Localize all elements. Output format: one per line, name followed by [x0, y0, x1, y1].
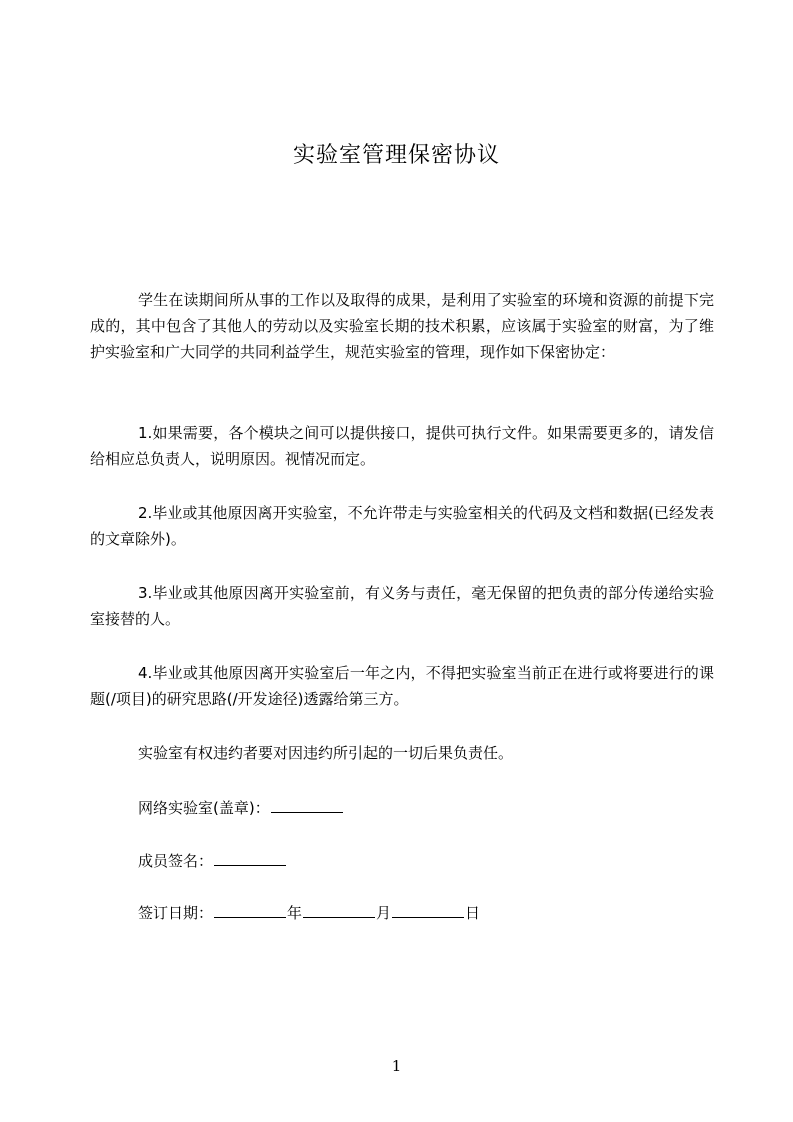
year-label: 年 [287, 904, 303, 922]
year-blank[interactable] [214, 903, 286, 918]
stamp-blank[interactable] [271, 798, 343, 813]
clause-3: 3.毕业或其他原因离开实验室前，有义务与责任，毫无保留的把负责的部分传递给实验室接替的人。 [90, 584, 714, 628]
intro-paragraph: 学生在读期间所从事的工作以及取得的成果，是利用了实验室的环境和资源的前提下完成的，其中包含了其他人的劳动以及实验室长期的技术积累，应该属于实验室的财富，为了维护实验室和广大同学的共同利益学生，规范实验室的管理，现作如下保密协定： [90, 291, 714, 361]
clause-2: 2.毕业或其他原因离开实验室，不允许带走与实验室相关的代码及文档和数据(已经发表的文章除外)。 [90, 504, 714, 548]
day-blank[interactable] [392, 903, 464, 918]
signature-label: 成员签名： [138, 852, 214, 870]
signature-blank[interactable] [214, 851, 286, 866]
stamp-label: 网络实验室(盖章)： [138, 799, 270, 817]
document-title: 实验室管理保密协议 [292, 143, 500, 168]
month-label: 月 [376, 904, 392, 922]
page-number: 1 [391, 1057, 402, 1075]
month-blank[interactable] [303, 903, 375, 918]
date-label: 签订日期： [138, 904, 214, 922]
day-label: 日 [465, 904, 481, 922]
stamp-field [138, 795, 344, 821]
date-field [138, 900, 480, 926]
signature-field [138, 848, 287, 874]
clause-4: 4.毕业或其他原因离开实验室后一年之内，不得把实验室当前正在进行或将要进行的课题(/项目)的研究思路(/开发途径)透露给第三方。 [90, 664, 714, 708]
clause-1: 1.如果需要，各个模块之间可以提供接口，提供可执行文件。如果需要更多的，请发信给相应总负责人，说明原因。视情况而定。 [90, 424, 714, 468]
closing-statement: 实验室有权违约者要对因违约所引起的一切后果负责任。 [138, 744, 514, 762]
